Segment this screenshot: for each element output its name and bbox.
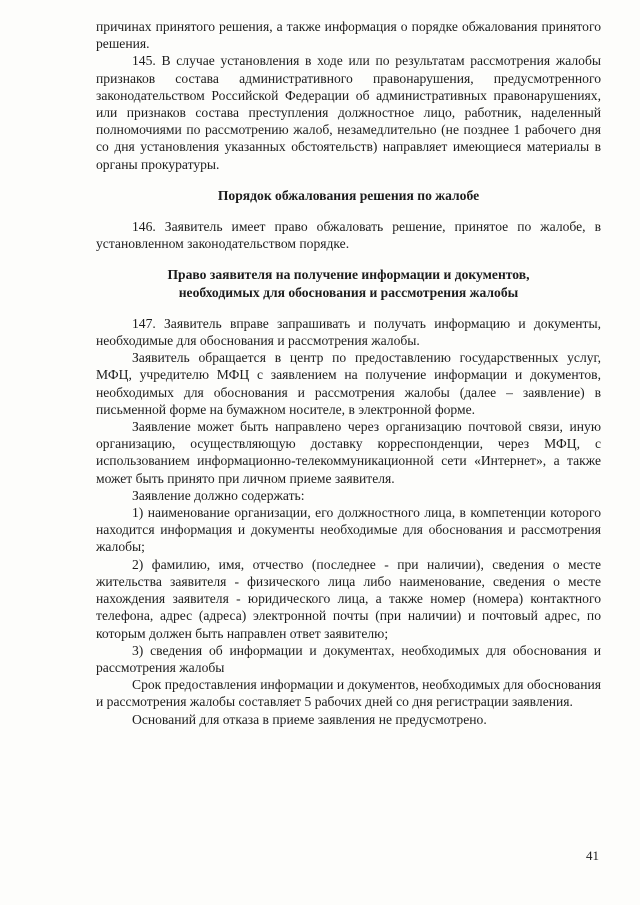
list-item-3: 3) сведения об информации и документах, необходимых для обоснования и рассмотрения жалобы	[96, 642, 601, 675]
paragraph-147-contents-intro: Заявление должно содержать:	[132, 487, 305, 503]
section-heading-rights-line2: необходимых для обоснования и рассмотрения жалобы	[178, 284, 519, 300]
paragraph-145: 145. В случае установления в ходе или по результатам рассмотрения жалобы признаков состава административного правонарушения, предусмотренного законодательством Российской Федерации об административных правонарушениях, или признаков состава преступления должностное лицо, работник, наделенный полномочиями по рассмотрению жалоб, незамедлительно (не позднее 1 рабочего дня со дня установления указанных обстоятельств) направляет имеющиеся материалы в органы прокуратуры.	[96, 53, 601, 172]
paragraph-147-no-refusal: Оснований для отказа в приеме заявления не предусмотрено.	[132, 711, 487, 727]
paragraph-continuation: причинах принятого решения, а также информация о порядке обжалования принятого решения.	[96, 19, 601, 52]
list-item-1: 1) наименование организации, его должностного лица, в компетенции которого находится информация и документы необходимые для обоснования и рассмотрения жалобы;	[96, 505, 601, 555]
section-heading-rights-line1: Право заявителя на получение информации и документов,	[167, 267, 530, 283]
paragraph-147-applicant: Заявитель обращается в центр по предоставлению государственных услуг, МФЦ, учредителю МФЦ с заявлением на получение информации и документов, необходимых для обоснования и рассмотрения жалобы (далее – заявление) в письменной форме на бумажном носителе, в электронной форме.	[96, 350, 601, 417]
paragraph-146: 146. Заявитель имеет право обжаловать решение, принятое по жалобе, в установленном законодательством порядке.	[96, 219, 601, 252]
page-number: 41	[586, 848, 599, 863]
section-heading-rights	[96, 266, 601, 300]
section-heading-appeal: Порядок обжалования решения по жалобе	[217, 187, 480, 203]
document-page	[96, 18, 601, 728]
paragraph-147: 147. Заявитель вправе запрашивать и получать информацию и документы, необходимые для обоснования и рассмотрения жалобы.	[96, 315, 601, 349]
paragraph-147-deadline: Срок предоставления информации и документов, необходимых для обоснования и рассмотрения жалобы составляет 5 рабочих дней со дня регистрации заявления.	[96, 677, 601, 710]
list-item-2: 2) фамилию, имя, отчество (последнее - при наличии), сведения о месте жительства заявителя - физического лица либо наименование, сведения о месте нахождения заявителя - юридического лица, а также номер (номера) контактного телефона, адрес (адреса) электронной почты (при наличии) и почтовый адрес, по которым должен быть направлен ответ заявителю;	[96, 556, 601, 641]
paragraph-147-submission: Заявление может быть направлено через организацию почтовой связи, иную организацию, осуществляющую доставку корреспонденции, через МФЦ, с использованием информационно-телекоммуникационной сети «Интернет», а также может быть принято при личном приеме заявителя.	[96, 419, 601, 486]
